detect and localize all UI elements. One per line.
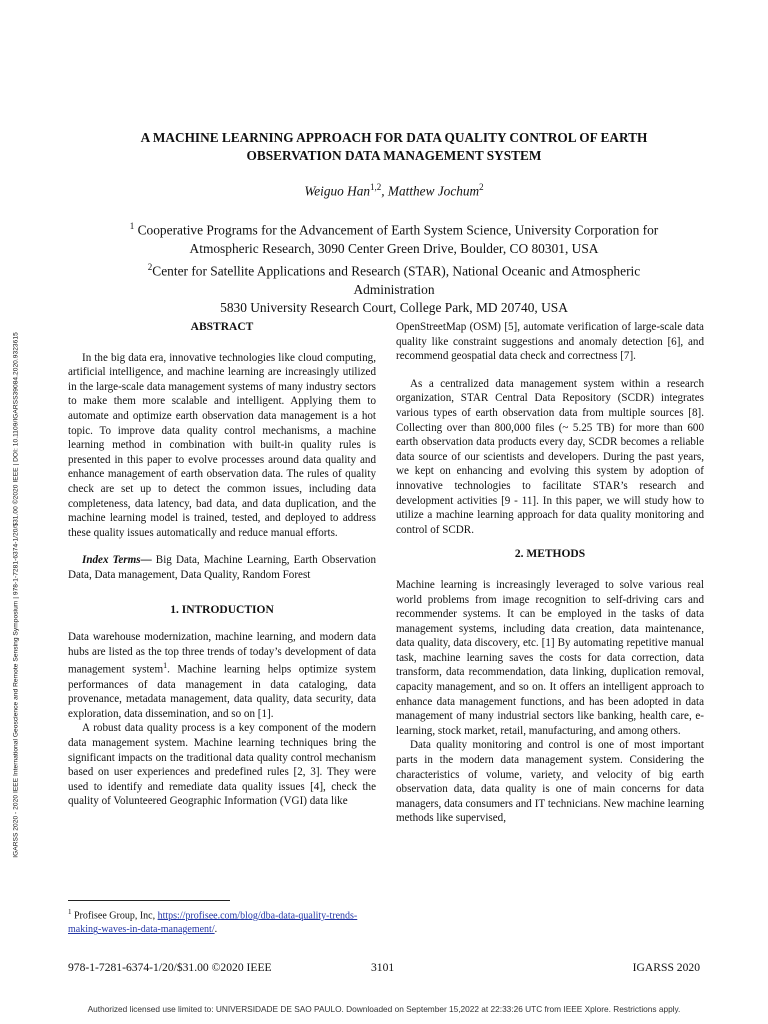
author-2-affiliation-mark: 2 (479, 182, 484, 192)
affiliation-2-mark: 2 (147, 261, 153, 272)
footnote-text: Profisee Group, Inc, (71, 910, 158, 922)
paper-title-line-1: A MACHINE LEARNING APPROACH FOR DATA QUALITY CONTROL OF EARTH (140, 130, 648, 145)
paper-title-line-2: OBSERVATION DATA MANAGEMENT SYSTEM (246, 148, 542, 163)
license-notice: Authorized licensed use limited to: UNIVERSIDADE DE SAO PAULO. Downloaded on September 15,2022 at 22:33:26 UTC from IEEE Xplore. Restrictions apply. (87, 1004, 681, 1014)
index-terms-list: Big Data, Machine Learning, Earth Observation Data, Data management, Data Quality, Random Forest (68, 554, 376, 581)
footnote-number: 1 (68, 908, 72, 916)
footnote-mark: 1 (163, 661, 168, 671)
author-1: Weiguo Han (304, 183, 370, 199)
affiliation-1-line-2: Atmospheric Research, 3090 Center Green Drive, Boulder, CO 80301, USA (189, 240, 599, 256)
introduction-paragraph-2: A robust data quality process is a key component of the modern data management system. Machine learning techniques bring the significant impacts on the traditional data quality control mechanism based on user experiences and predefined rules [2, 3]. They were used to identify and remediate data quality issues [4], check the quality of Volunteered Geographic Information (VGI) data like (68, 722, 376, 808)
abstract-body: In the big data era, innovative technologies like cloud computing, artificial intelligence, and machine learning are increasingly utilized in the large-scale data management systems of many industry sectors to make them more scalable and intelligent. Applying them to automate and optimize earth observation data management is a hot topic. To improve data quality control mechanisms, a machine learning method in combination with built-in quality rules is presented in this paper to evolve processes around data quality and enhance management of earth observation data. The rules of quality check are set up to detect the common issues, including data completeness, data latency, bad data, and data duplication, and the machine learning model is trained, tested, and deployed to address these quality issues automatically and reduce manual efforts. (68, 351, 376, 539)
affiliation-2-line-1: $^2$Center for Satellite Applications and Research (STAR), National Oceanic and Atmospheric (147, 261, 641, 279)
affiliation-1-line-1: $^1$ Cooperative Programs for the Advancement of Earth System Science, University Corporation for (129, 221, 659, 238)
author-1-affiliation-mark: 1,2 (370, 182, 382, 192)
introduction-paragraph-4: As a centralized data management system within a research organization, STAR Central Data Repository (SCDR) integrates various types of earth observation data from multiple sources [8]. Collecting over than 800,000 files (~ 5.25 TB) for more than 600 earth observation data products every day, SCDR becomes a reliable data source of our scientists and developers. During the past years, we kept on enhancing and evolving this system by adoption of innovative technologies to facilitate STAR’s research and development activities [9 - 11]. In this paper, we will study how to utilize a machine learning approach for data quality monitoring and control of SCDR. (396, 377, 704, 536)
author-list (60, 182, 728, 199)
affiliation-2-line-3: 5830 University Research Court, College Park, MD 20740, USA (220, 299, 568, 315)
methods-paragraph-2: Data quality monitoring and control is one of most important parts in the modern data management system. Considering the characteristics of volume, variety, and velocity of big earth observation data, data quality is one of main concerns for data managers, data consumers and IT technicians. New machine learning methods like supervised, (396, 739, 704, 825)
footer-isbn: 978-1-7281-6374-1/20/$31.00 ©2020 IEEE (68, 961, 272, 974)
methods-heading: 2. METHODS (514, 548, 586, 561)
methods-paragraph-1: Machine learning is increasingly leveraged to solve various real world problems from image recognition to self-driving cars and recommender systems. It can be employed in the tasks of data management systems, including data creation, data maintenance, data quality, data discovery, etc. [1] By automating repetitive manual task, machine learning saves the costs for data correction, data transform, data recommendation, data linking, duplication removal, capacity management, and so on. It offers an intelligent approach to enhance data management functions, and has been adopted in data management of many industrial sectors like banking, health care, e-learning, stock market, retail, manufacturing, and among others. (396, 578, 704, 737)
side-strip-citation (10, 216, 22, 974)
affiliation-1-mark: 1 (129, 221, 135, 231)
index-terms: Index Terms— Big Data, Machine Learning, Earth Observation Data, Data management, Data Quality, Random Forest (68, 554, 376, 581)
abstract-heading: ABSTRACT (190, 321, 254, 333)
side-strip-text: IGARSS 2020 - 2020 IEEE International Geoscience and Remote Sensing Symposium | 978-1-7281-6374-1/20/$31.00 ©2020 IEEE | DOI: 10.1109/IGARSS39084.2020.9323615 (12, 332, 20, 858)
page-number: 3101 (371, 961, 395, 974)
paper-title (60, 129, 728, 165)
author-2: Matthew Jochum (387, 183, 480, 199)
footer-conference: IGARSS 2020 (632, 961, 700, 974)
affiliation-2-line-2: Administration (353, 281, 435, 297)
left-column (68, 320, 376, 809)
footnote: $^1$ Profisee Group, Inc, https://profisee.com/blog/dba-data-quality-trends-making-waves-in-data-management/. (68, 908, 358, 936)
introduction-paragraph-1: Data warehouse modernization, machine learning, and modern data hubs are listed as the top three trends of today’s development of data management system$^1$. Machine learning helps optimize system performances of data management in data cataloging, data provenance, metadata management, data quality, data security, data exploration, data dissemination, and so on [1]. (68, 631, 376, 720)
footnote-divider (68, 900, 230, 901)
affiliations (60, 217, 728, 317)
right-column (396, 320, 704, 826)
footnote-link[interactable]: https://profisee.com/blog/dba-data-quality-trends-making-waves-in-data-management/ (68, 910, 358, 936)
author-separator: , (381, 183, 388, 199)
introduction-paragraph-3: OpenStreetMap (OSM) [5], automate verification of large-scale data quality like constraint suggestions and anomaly detection [6], and recommend geospatial data check and correctness [7]. (396, 321, 704, 363)
introduction-heading: 1. INTRODUCTION (170, 603, 274, 616)
index-terms-label: Index Terms (82, 554, 141, 567)
